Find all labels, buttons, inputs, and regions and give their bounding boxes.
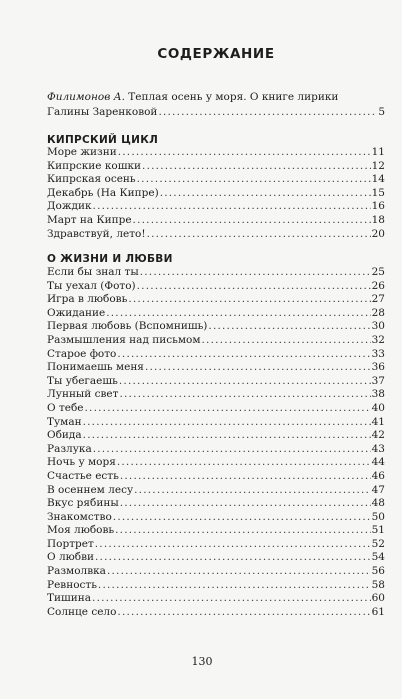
toc-entry-title: Лунный свет bbox=[47, 388, 119, 401]
dot-leader bbox=[95, 538, 371, 550]
dot-leader bbox=[92, 592, 371, 604]
toc-entry-page: 30 bbox=[371, 320, 385, 333]
preface-page: 5 bbox=[378, 106, 385, 118]
preface-author: Филимонов А. bbox=[47, 91, 125, 103]
toc-entry[interactable] bbox=[47, 293, 385, 307]
toc-entry-title: Знакомство bbox=[47, 510, 112, 523]
toc-entry-page: 18 bbox=[371, 213, 385, 226]
toc-entry[interactable] bbox=[47, 200, 385, 214]
toc-entry-title: Ожидание bbox=[47, 306, 106, 319]
toc-entry-title: Счастье есть bbox=[47, 469, 119, 482]
dot-leader bbox=[208, 320, 370, 332]
preface-entry[interactable] bbox=[47, 90, 385, 120]
toc-entry-title: О любви bbox=[47, 551, 94, 564]
toc-entry[interactable] bbox=[47, 470, 385, 484]
toc-entry[interactable] bbox=[47, 214, 385, 228]
preface-text-line1: Теплая осень у моря. О книге лирики bbox=[124, 91, 339, 103]
toc-entry-title: Ночь у моря bbox=[47, 456, 116, 469]
toc-entry[interactable] bbox=[47, 443, 385, 457]
toc-entry-page: 38 bbox=[371, 388, 385, 401]
dot-leader bbox=[142, 160, 371, 172]
dot-leader bbox=[120, 497, 371, 509]
toc-entry[interactable] bbox=[47, 592, 385, 606]
toc-entry-page: 11 bbox=[371, 146, 385, 158]
toc-entry[interactable] bbox=[47, 484, 385, 498]
toc-entry-page: 61 bbox=[371, 605, 385, 618]
dot-leader bbox=[117, 456, 371, 468]
toc-entry-page: 60 bbox=[371, 592, 385, 605]
dot-leader bbox=[133, 214, 371, 226]
toc-list-cyprus-cycle bbox=[47, 146, 385, 241]
toc-entry[interactable] bbox=[47, 429, 385, 443]
toc-entry-title: Дождик bbox=[47, 200, 92, 213]
toc-entry[interactable] bbox=[47, 266, 385, 280]
dot-leader bbox=[119, 375, 371, 387]
dot-leader bbox=[115, 524, 371, 536]
dot-leader bbox=[83, 429, 371, 441]
dot-leader bbox=[117, 606, 370, 618]
toc-entry-page: 27 bbox=[371, 293, 385, 306]
toc-entry-page: 43 bbox=[371, 442, 385, 455]
section-title-life-and-love: О ЖИЗНИ И ЛЮБВИ bbox=[47, 253, 173, 265]
toc-entry[interactable] bbox=[47, 416, 385, 430]
toc-entry[interactable] bbox=[47, 160, 385, 174]
dot-leader bbox=[140, 266, 371, 278]
toc-entry-page: 52 bbox=[371, 537, 385, 550]
dot-leader bbox=[106, 307, 370, 319]
toc-entry-title: Понимаешь меня bbox=[47, 361, 144, 374]
toc-entry-page: 47 bbox=[371, 483, 385, 496]
toc-entry-page: 51 bbox=[371, 524, 385, 537]
toc-entry-page: 15 bbox=[371, 186, 385, 199]
dot-leader bbox=[119, 388, 370, 400]
toc-entry[interactable] bbox=[47, 320, 385, 334]
toc-entry-title: Обида bbox=[47, 429, 82, 442]
toc-entry[interactable] bbox=[47, 388, 385, 402]
dot-leader bbox=[120, 470, 371, 482]
dot-leader bbox=[145, 361, 371, 373]
toc-entry-title: В осеннем лесу bbox=[47, 483, 134, 496]
toc-entry[interactable] bbox=[47, 551, 385, 565]
toc-list-life-and-love bbox=[47, 266, 385, 619]
toc-entry-title: Туман bbox=[47, 415, 82, 428]
toc-entry-page: 32 bbox=[371, 333, 385, 346]
toc-entry-title: Разлука bbox=[47, 442, 92, 455]
dot-leader bbox=[93, 443, 371, 455]
toc-entry-title: Ты уехал (Фото) bbox=[47, 279, 136, 292]
toc-entry-title: Кипрские кошки bbox=[47, 159, 142, 172]
toc-entry[interactable] bbox=[47, 187, 385, 201]
dot-leader bbox=[83, 416, 371, 428]
toc-entry[interactable] bbox=[47, 228, 385, 242]
toc-entry-page: 20 bbox=[371, 227, 385, 240]
dot-leader bbox=[113, 511, 371, 523]
page-title: СОДЕРЖАНИЕ bbox=[157, 46, 275, 62]
toc-entry-title: Тишина bbox=[47, 592, 92, 605]
toc-entry-page: 48 bbox=[371, 497, 385, 510]
toc-entry-page: 44 bbox=[371, 456, 385, 469]
toc-entry-page: 25 bbox=[371, 266, 385, 278]
toc-entry[interactable] bbox=[47, 173, 385, 187]
toc-entry-page: 36 bbox=[371, 361, 385, 374]
toc-entry-title: Март на Кипре bbox=[47, 213, 132, 226]
dot-leader bbox=[93, 200, 371, 212]
toc-entry-page: 40 bbox=[371, 401, 385, 414]
dot-leader bbox=[134, 484, 370, 496]
toc-entry[interactable] bbox=[47, 334, 385, 348]
toc-entry-title: Старое фото bbox=[47, 347, 117, 360]
section-title-cyprus-cycle: КИПРСКИЙ ЦИКЛ bbox=[47, 134, 159, 146]
toc-entry[interactable] bbox=[47, 402, 385, 416]
toc-entry-title: Декабрь (На Кипре) bbox=[47, 186, 159, 199]
toc-entry[interactable] bbox=[47, 348, 385, 362]
dot-leader bbox=[118, 146, 371, 158]
toc-entry-title: О тебе bbox=[47, 401, 84, 414]
toc-entry-title: Здравствуй, лето! bbox=[47, 227, 146, 240]
toc-entry[interactable] bbox=[47, 579, 385, 593]
dot-leader bbox=[158, 105, 377, 120]
dot-leader bbox=[137, 173, 371, 185]
toc-entry-title: Первая любовь (Вспомнишь) bbox=[47, 320, 208, 333]
toc-entry-page: 41 bbox=[371, 415, 385, 428]
page-number: 130 bbox=[191, 655, 213, 668]
toc-entry-title: Размышления над письмом bbox=[47, 333, 201, 346]
dot-leader bbox=[117, 348, 370, 360]
toc-entry[interactable] bbox=[47, 375, 385, 389]
toc-entry-page: 37 bbox=[371, 374, 385, 387]
dot-leader bbox=[128, 293, 370, 305]
toc-entry-title: Ты убегаешь bbox=[47, 374, 118, 387]
dot-leader bbox=[95, 551, 371, 563]
dot-leader bbox=[147, 228, 371, 240]
toc-entry[interactable] bbox=[47, 565, 385, 579]
toc-entry-title: Моя любовь bbox=[47, 524, 115, 537]
toc-entry[interactable] bbox=[47, 524, 385, 538]
toc-entry-page: 16 bbox=[371, 200, 385, 213]
toc-entry[interactable] bbox=[47, 497, 385, 511]
toc-entry-title: Если бы знал ты bbox=[47, 266, 139, 278]
toc-entry-page: 28 bbox=[371, 306, 385, 319]
toc-entry-page: 26 bbox=[371, 279, 385, 292]
toc-entry-page: 54 bbox=[371, 551, 385, 564]
toc-entry-title: Размолвка bbox=[47, 565, 106, 578]
toc-entry[interactable] bbox=[47, 280, 385, 294]
toc-entry-page: 12 bbox=[371, 159, 385, 172]
toc-entry-title: Ревность bbox=[47, 578, 97, 591]
toc-entry-page: 56 bbox=[371, 565, 385, 578]
toc-entry-title: Портрет bbox=[47, 537, 94, 550]
toc-entry-page: 14 bbox=[371, 173, 385, 186]
toc-entry-page: 58 bbox=[371, 578, 385, 591]
dot-leader bbox=[98, 579, 371, 591]
dot-leader bbox=[160, 187, 371, 199]
toc-entry-title: Вкус рябины bbox=[47, 497, 119, 510]
dot-leader bbox=[202, 334, 371, 346]
toc-entry[interactable] bbox=[47, 511, 385, 525]
toc-entry-title: Кипрская осень bbox=[47, 173, 136, 186]
toc-entry[interactable] bbox=[47, 606, 385, 620]
dot-leader bbox=[107, 565, 371, 577]
toc-entry[interactable] bbox=[47, 538, 385, 552]
toc-entry[interactable] bbox=[47, 146, 385, 160]
preface-text-line2: Галины Заренковой bbox=[47, 106, 158, 118]
toc-entry-title: Солнце село bbox=[47, 605, 117, 618]
toc-entry[interactable] bbox=[47, 307, 385, 321]
toc-entry-page: 42 bbox=[371, 429, 385, 442]
toc-entry[interactable] bbox=[47, 361, 385, 375]
preface-line-2 bbox=[47, 105, 385, 120]
toc-entry-page: 50 bbox=[371, 510, 385, 523]
dot-leader bbox=[137, 280, 371, 292]
book-page bbox=[47, 0, 385, 699]
preface-line-1 bbox=[47, 90, 385, 105]
toc-entry-page: 33 bbox=[371, 347, 385, 360]
toc-entry-page: 46 bbox=[371, 469, 385, 482]
dot-leader bbox=[85, 402, 371, 414]
toc-entry-title: Игра в любовь bbox=[47, 293, 128, 306]
toc-entry-title: Море жизни bbox=[47, 146, 117, 158]
toc-entry[interactable] bbox=[47, 456, 385, 470]
